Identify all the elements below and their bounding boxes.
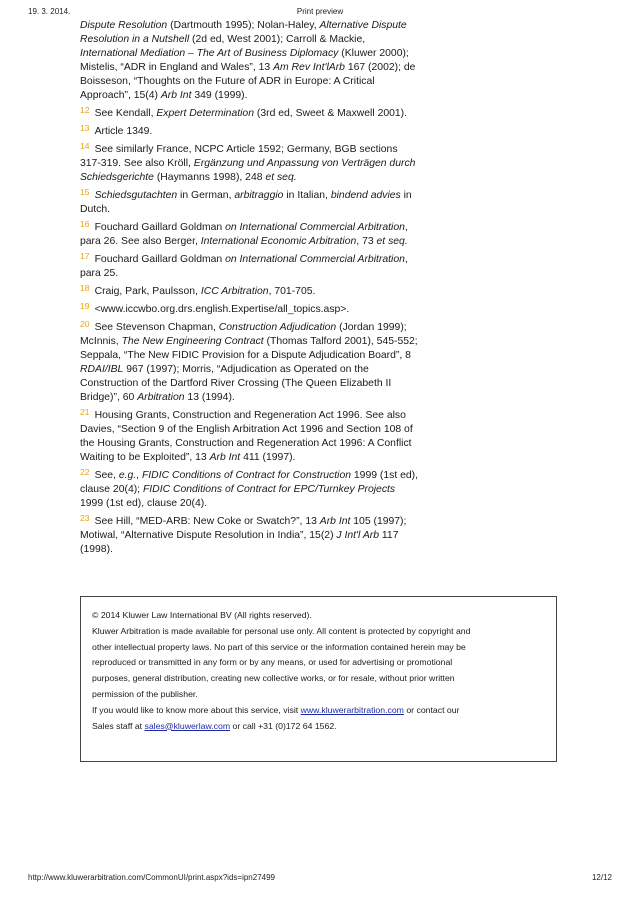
footnote-text: Fouchard Gaillard Goldman (94, 254, 226, 265)
footnote-text: Craig, Park, Paulsson, (94, 286, 201, 297)
footnote-text: See, (94, 470, 119, 481)
footnote-text: 1999 (1st ed), clause 20(4). (80, 498, 208, 509)
footnote-text: 349 (1999). (191, 90, 248, 101)
footnote-number[interactable]: 17 (80, 251, 90, 261)
footnote-text: 117 (1998). (80, 530, 399, 555)
copyright-line: © 2014 Kluwer Law International BV (All rights reserved). (92, 610, 312, 620)
footnote-text: Arb Int (319, 516, 351, 527)
footnote-text: (Thomas Talford 2001), 545-552; Seppala, “The New FIDIC Provision for a Dispute Adjudication Board”, 8 (80, 336, 418, 361)
notice-line-1: Kluwer Arbitration is made available for personal use only. All content is protected by copyright and (92, 625, 471, 636)
footnote (80, 465, 420, 511)
footnote-text: Arb Int (209, 452, 241, 463)
footnote-text: bindend advies (330, 190, 401, 201)
footnote-text: arbitraggio (234, 190, 284, 201)
footnote (80, 317, 420, 405)
footnote-text: , 701-705. (268, 286, 316, 297)
footnotes-list (80, 19, 420, 557)
contact-line (92, 703, 545, 719)
footnote-text: et seq. (265, 172, 297, 183)
footnote-text: FIDIC Conditions of Contract for EPC/Turnkey Projects (142, 484, 396, 495)
footnote (80, 299, 420, 317)
footnote-number[interactable]: 14 (80, 141, 90, 151)
footnote (80, 139, 420, 185)
footnote-text: Ergänzung und Anpassung von Verträgen durch Schiedsgerichte (80, 158, 416, 183)
footnote-text: Am Rev Int'lArb (273, 62, 345, 73)
footnote-number[interactable]: 18 (80, 283, 90, 293)
footnote-text: e.g. (118, 470, 137, 481)
footnote-text: , para 25. (80, 254, 408, 279)
page-number: 12/12 (591, 873, 612, 882)
footnote-text: 167 (2002); de Boisseson, “Thoughts on the Future of ADR in Europe: A Critical Approach”, 15(4) (80, 62, 416, 101)
sales-suffix: or call +31 (0)172 64 1562. (230, 720, 337, 731)
footnote-text: Alternative Dispute Resolution in a Nutshell (80, 20, 407, 45)
footnote-text: (Kluwer 2000); Mistelis, “ADR in England and Wales”, 13 (80, 48, 409, 73)
footnote-text: on International Commercial Arbitration (225, 222, 405, 233)
footnote-text: J Int'l Arb (336, 530, 380, 541)
footnote-text: 1999 (1st ed), clause 20(4); (80, 470, 419, 495)
footnote-text: in Dutch. (80, 190, 412, 215)
footnote (80, 217, 420, 249)
footnote-text: (Haymanns 1998), 248 (153, 172, 266, 183)
footnote-number[interactable]: 19 (80, 301, 90, 311)
footnote-number[interactable]: 12 (80, 105, 90, 115)
footnote-text: in German, (177, 190, 235, 201)
page-url: http://www.kluwerarbitration.com/CommonUI/print.aspx?ids=ipn27499 (28, 873, 276, 882)
footnote-number[interactable]: 13 (80, 123, 90, 133)
notice-line-3: reproduced or transmitted in any form or by any means, or used for advertising or promotional (92, 657, 453, 668)
footnote (80, 249, 420, 281)
footnote (80, 405, 420, 465)
footnote-text: International Economic Arbitration (200, 236, 357, 247)
footnote-text: See similarly France, NCPC Article 1592; Germany, BGB sections 317-319. See also Kröll, (80, 144, 398, 169)
footnote-text: Fouchard Gaillard Goldman (94, 222, 226, 233)
notice-line-5: permission of the publisher. (92, 688, 198, 699)
footnote-text: Construction Adjudication (218, 322, 337, 333)
footnote-text: , (136, 470, 142, 481)
print-title: Print preview (296, 7, 344, 16)
footnote (80, 281, 420, 299)
print-date: 19. 3. 2014. (28, 7, 71, 16)
footnote-text: 967 (1997); Morris, “Adjudication as Operated on the Construction of the Dartford River Crossing (The Queen Elizabeth II Bridge)”, 60 (80, 364, 392, 403)
footnote (80, 19, 420, 103)
copyright-notice (80, 596, 557, 762)
notice-line-4: purposes, general distribution, creating new collective works, or for resale, without prior written (92, 673, 455, 684)
footnote-text: FIDIC Conditions of Contract for Construction (141, 470, 352, 481)
footnote-text: (3rd ed, Sweet & Maxwell 2001). (253, 108, 408, 119)
sales-line (92, 719, 545, 735)
print-header (28, 7, 612, 19)
footnote-text: Article 1349. (94, 126, 153, 137)
footnote-text: RDAI/IBL (80, 364, 124, 375)
footnote-text: International Mediation – The Art of Business Diplomacy (80, 48, 339, 59)
email-link[interactable]: sales@kluwerlaw.com (144, 720, 231, 731)
footnote (80, 511, 420, 557)
notice-line-2: other intellectual property laws. No part of this service or the information contained herein may be (92, 641, 466, 652)
footnote-text: Dispute Resolution (80, 20, 168, 31)
footnote-text: Schiedsgutachten (94, 190, 178, 201)
footnote-text: See Kendall, (94, 108, 157, 119)
footnote-text: (Dartmouth 1995); Nolan-Haley, (167, 20, 320, 31)
footnote-text: , 73 (356, 236, 377, 247)
footnote-text: (Jordan 1999); McInnis, (80, 322, 407, 347)
footnote-text: et seq. (376, 236, 408, 247)
footnote-text: See Stevenson Chapman, (94, 322, 219, 333)
footnote (80, 185, 420, 217)
contact-mid: or contact our (403, 704, 460, 715)
contact-prefix: If you would like to know more about this service, visit (92, 704, 301, 715)
footnote-number[interactable]: 15 (80, 187, 90, 197)
footnote-text: 13 (1994). (184, 392, 235, 403)
footnote-number[interactable]: 22 (80, 467, 90, 477)
footnote-text: on International Commercial Arbitration (225, 254, 405, 265)
footnote-text: 411 (1997). (240, 452, 296, 463)
footnote-text: , para 26. See also Berger, (80, 222, 408, 247)
footnote-text: (2d ed, West 2001); Carroll & Mackie, (189, 34, 366, 45)
footnote-number[interactable]: 23 (80, 513, 90, 523)
site-link[interactable]: www.kluwerarbitration.com (300, 704, 404, 715)
print-footer (28, 873, 612, 885)
footnote (80, 103, 420, 121)
footnote-number[interactable]: 20 (80, 319, 90, 329)
footnote-text: See Hill, “MED-ARB: New Coke or Swatch?”, 13 (94, 516, 320, 527)
footnote-text: The New Engineering Contract (121, 336, 264, 347)
footnote-text: ICC Arbitration (200, 286, 269, 297)
footnote-text: in Italian, (283, 190, 331, 201)
footnote-text: Arb Int (160, 90, 192, 101)
footnote-number[interactable]: 21 (80, 407, 90, 417)
footnote-text: 105 (1997); Motiwal, “Alternative Dispute Resolution in India”, 15(2) (80, 516, 407, 541)
footnote-text: <www.iccwbo.org.drs.english.Expertise/all_topics.asp>. (94, 304, 350, 315)
footnote-number[interactable]: 16 (80, 219, 90, 229)
footnote (80, 121, 420, 139)
footnote-text: Arbitration (137, 392, 185, 403)
sales-prefix: Sales staff at (92, 720, 145, 731)
footnote-text: Housing Grants, Construction and Regeneration Act 1996. See also Davies, “Section 9 of the English Arbitration Act 1996 and Section 108 of the Housing Grants, Construction and Regeneration Act 1996: A Conflict Waiting to be Exploited”, 13 (80, 410, 413, 463)
footnote-text: Expert Determination (156, 108, 254, 119)
